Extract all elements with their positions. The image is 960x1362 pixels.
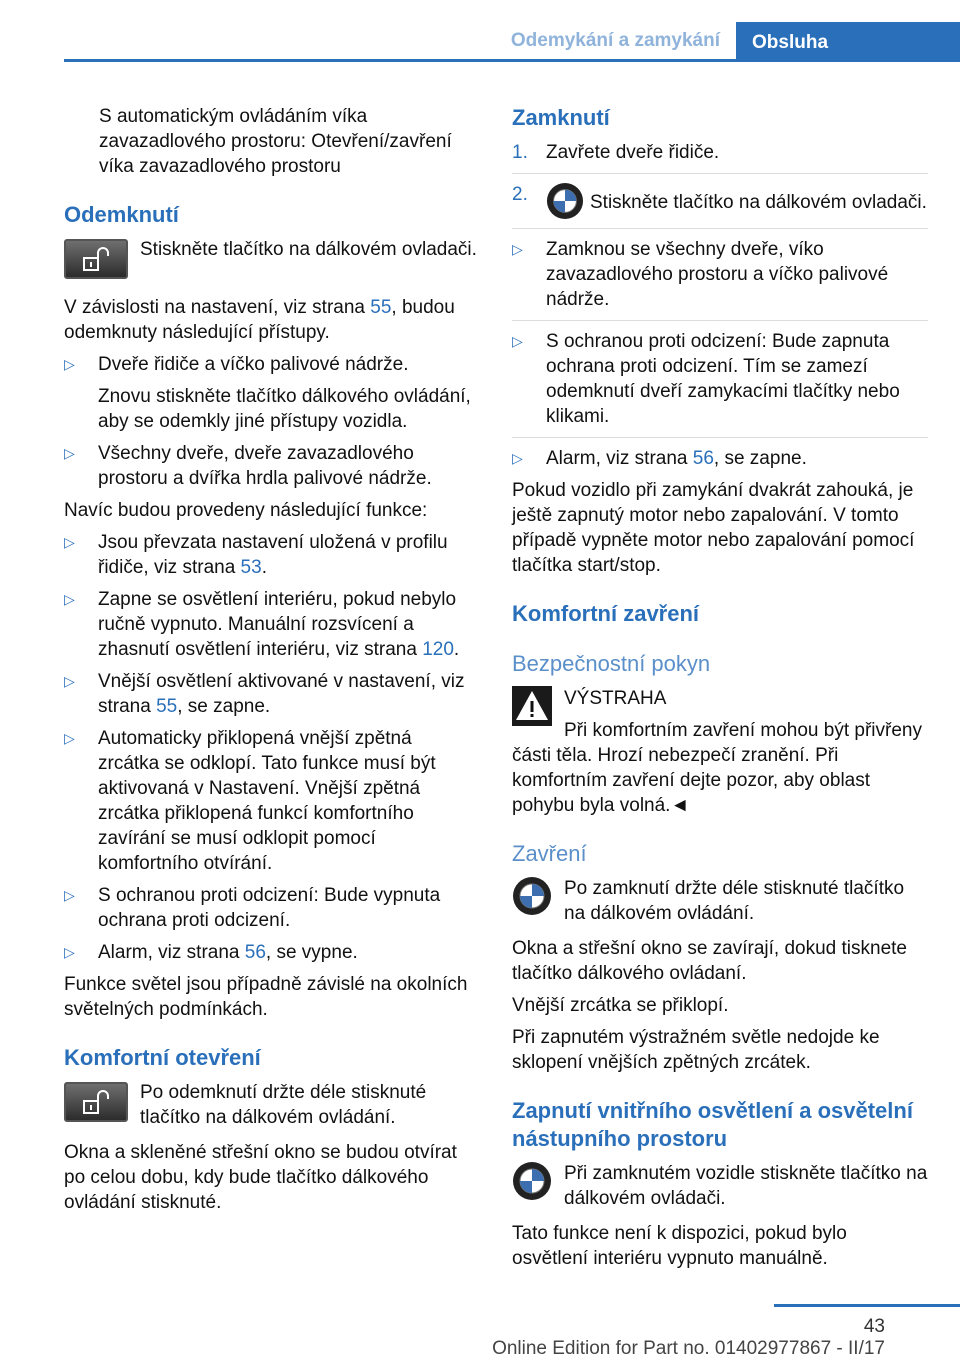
- close-paragraph: Okna a střešní okno se zavírají, dokud tisknete tlačítko dálkového ovládaní.: [512, 938, 907, 984]
- triangle-bullet-icon: ▷: [512, 241, 523, 257]
- step-item: 1. Zavřete dveře řidiče.: [512, 140, 928, 174]
- right-column: [512, 104, 928, 1278]
- triangle-bullet-icon: ▷: [64, 887, 75, 903]
- page-footer: [0, 1304, 960, 1362]
- warning-icon: [512, 686, 552, 726]
- list-item: ▷ Zamknou se všechny dveře, víko zavazadlového prostoru a víčko palivové nádrže.: [512, 237, 928, 321]
- header-rule: [64, 59, 960, 62]
- triangle-bullet-icon: ▷: [512, 333, 523, 349]
- list-item: ▷ Jsou převzata nastavení uložená v profilu řidiče, viz strana 53.: [64, 532, 448, 578]
- mirrors-paragraph: Vnější zrcátka se přiklopí.: [512, 995, 729, 1016]
- header-section-title: Odemykání a zamykání: [510, 30, 720, 51]
- list-item: ▷ Zapne se osvětlení interiéru, pokud nebylo ručně vypnuto. Manuální rozsvícení a zhasnutí osvětlení interiéru, viz strana 120.: [64, 589, 460, 660]
- step-item: 2. Stiskněte tlačítko na dálkovém ovladači.: [512, 182, 928, 229]
- footer-rule: [774, 1304, 960, 1307]
- lock-heading: Zamknutí: [512, 105, 610, 130]
- safety-heading: Bezpečnostní pokyn: [512, 651, 711, 676]
- list-item: ▷ Všechny dveře, dveře zavazadlového prostoru a dvířka hrdla palivové nádrže.: [64, 443, 432, 489]
- warning-text: Při komfortním zavření mohou být přivřeny části těla. Hrozí nebezpečí zranění. Při komfortním zavření dejte pozor, aby oblast pohybu byla volná.◄: [512, 720, 922, 816]
- page-link-55[interactable]: 55: [156, 696, 178, 717]
- step-number: 2.: [512, 184, 528, 205]
- list-sub-text: Znovu stiskněte tlačítko dálkového ovládání, aby se odemkly jiné přístupy vozidla.: [98, 386, 471, 432]
- depends-paragraph: V závislosti na nastavení, viz strana 55, budou odemknuty následující přístupy.: [64, 297, 455, 343]
- functions-intro: Navíc budou provedeny následující funkce:: [64, 500, 428, 521]
- intro-paragraph: S automatickým ovládáním víka zavazadlového prostoru: Otevření/zavření víka zavazadlového prostoru: [99, 106, 452, 177]
- alarm-light-paragraph: Při zapnutém výstražném světle nedojde ke sklopení vnějších zpětných zrcátek.: [512, 1027, 880, 1073]
- interior-light-instruction-text: Při zamknutém vozidle stiskněte tlačítko na dálkovém ovládači.: [564, 1163, 928, 1209]
- bmw-logo-icon: [512, 876, 552, 916]
- page-link-55[interactable]: 55: [370, 297, 392, 318]
- list-item: ▷ Automaticky přiklopená vnější zpětná zrcátka se odklopí. Tato funkce musí být aktivovaná v Nastavení. Vnější zpětná zrcátka přiklopená funkcí komfortního zavírání se musí odklopit pomocí komfortního otvírání.: [64, 728, 436, 874]
- page-link-56[interactable]: 56: [692, 448, 714, 469]
- triangle-bullet-icon: ▷: [64, 591, 75, 607]
- header-chapter-tab: Obsluha: [736, 22, 960, 62]
- warning-block: [512, 686, 928, 734]
- comfort-open-instruction: [64, 1080, 478, 1130]
- triangle-bullet-icon: ▷: [512, 450, 523, 466]
- honk-note: Pokud vozidlo při zamykání dvakrát zahouká, je ještě zapnutý motor nebo zapalování. V tomto případě vypněte motor nebo zapalování pomocí tlačítka start/stop.: [512, 480, 915, 576]
- page-header: [0, 0, 960, 62]
- list-item: ▷ Dveře řidiče a víčko palivové nádrže.: [64, 354, 409, 375]
- list-item: ▷ S ochranou proti odcizení: Bude zapnuta ochrana proti odcizení. Tím se zamezí odemknutí dveří zamykacími tlačítky nebo klikami.: [512, 329, 928, 438]
- comfort-open-paragraph: Okna a skleněné střešní okno se budou otvírat po celou dobu, kdy bude tlačítko dálkového ovládání stisknuté.: [64, 1142, 457, 1213]
- unlock-heading: Odemknutí: [64, 202, 179, 227]
- triangle-bullet-icon: ▷: [64, 944, 75, 960]
- unlock-instruction-text: Stiskněte tlačítko na dálkovém ovladači.: [140, 239, 477, 260]
- step-number: 1.: [512, 142, 528, 163]
- list-item: ▷ Alarm, viz strana 56, se vypne.: [64, 942, 358, 963]
- triangle-bullet-icon: ▷: [64, 445, 75, 461]
- interior-light-instruction: [512, 1161, 928, 1211]
- triangle-bullet-icon: ▷: [64, 534, 75, 550]
- close-instruction: [512, 876, 928, 926]
- page-number: 43: [863, 1316, 885, 1337]
- left-column: [64, 104, 478, 1222]
- list-item: ▷ Alarm, viz strana 56, se zapne.: [512, 448, 807, 469]
- list-item: ▷ S ochranou proti odcizení: Bude vypnuta ochrana proti odcizení.: [64, 885, 441, 931]
- unlock-instruction: [64, 237, 478, 285]
- close-heading: Zavření: [512, 841, 587, 866]
- page-link-53[interactable]: 53: [240, 557, 262, 578]
- edition-info: Online Edition for Part no. 01402977867 - II/17: [492, 1338, 885, 1359]
- bmw-logo-icon: [546, 182, 584, 220]
- bmw-logo-icon: [512, 1161, 552, 1201]
- triangle-bullet-icon: ▷: [64, 356, 75, 372]
- interior-light-heading: Zapnutí vnitřního osvětlení a osvětelní nástupního prostoru: [512, 1098, 913, 1151]
- comfort-close-heading: Komfortní zavření: [512, 601, 700, 626]
- triangle-bullet-icon: ▷: [64, 673, 75, 689]
- light-note: Funkce světel jsou případně závislé na okolních světelných podmínkách.: [64, 974, 468, 1020]
- comfort-open-instruction-text: Po odemknutí držte déle stisknuté tlačítko na dálkovém ovládání.: [140, 1082, 427, 1128]
- list-item: ▷ Vnější osvětlení aktivované v nastavení, viz strana 55, se zapne.: [64, 671, 465, 717]
- triangle-bullet-icon: ▷: [64, 730, 75, 746]
- warning-title: VÝSTRAHA: [564, 688, 667, 709]
- page-link-56[interactable]: 56: [244, 942, 266, 963]
- interior-light-paragraph: Tato funkce není k dispozici, pokud bylo osvětlení interiéru vypnuto manuálně.: [512, 1223, 847, 1269]
- page-link-120[interactable]: 120: [422, 639, 454, 660]
- unlock-button-icon: [64, 1082, 128, 1122]
- comfort-open-heading: Komfortní otevření: [64, 1045, 261, 1070]
- unlock-button-icon: [64, 239, 128, 279]
- close-instruction-text: Po zamknutí držte déle stisknuté tlačítko na dálkovém ovládání.: [564, 878, 905, 924]
